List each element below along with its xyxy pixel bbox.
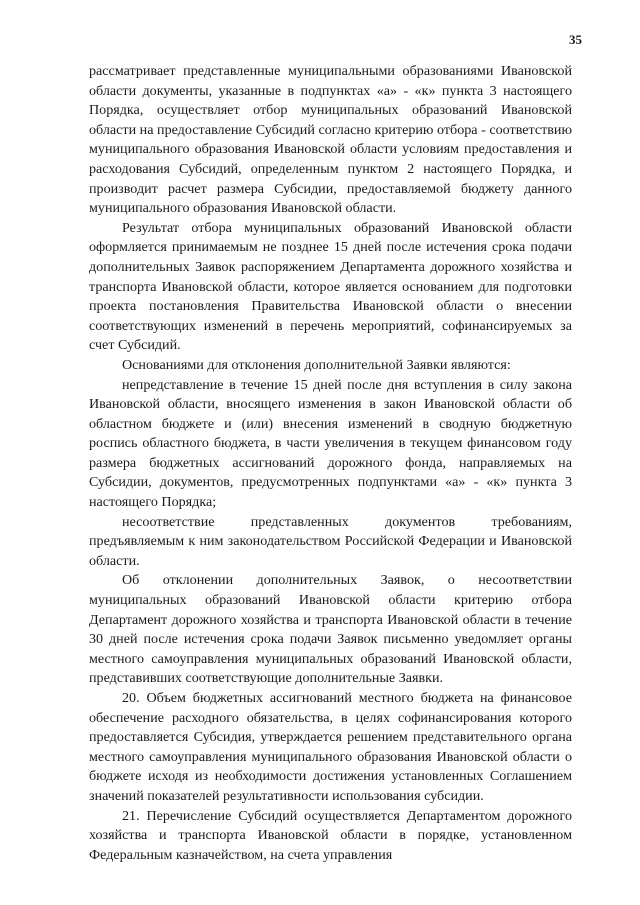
paragraph-item-21: 21. Перечисление Субсидий осуществляется Департаментом дорожного хозяйства и транспорта Ивановской области в порядке, установленном Федеральным казначейством, на счета управления (89, 807, 572, 863)
paragraph-rejection-ground-1: непредставление в течение 15 дней после дня вступления в силу закона Ивановской области, вносящего изменения в закон Ивановской области об областном бюджете и (или) внесения изменений в сводную бюджетную роспись областного бюджета, в части увеличения в текущем финансовом году размера бюджетных ассигнований дорожного фонда, направляемых на Субсидии, документов, предусмотренных подпунктами «а» - «к» пункта 3 настоящего Порядка; (89, 376, 572, 511)
paragraph-selection-result: Результат отбора муниципальных образований Ивановской области оформляется принимаемым не позднее 15 дней после истечения срока подачи дополнительных Заявок распоряжением Департамента дорожного хозяйства и транспорта Ивановской области, которое является основанием для подготовки проекта постановления Правительства Ивановской области о внесении соответствующих изменений в перечень мероприятий, софинансируемых за счет Субсидий. (89, 219, 572, 354)
paragraph-continuation: рассматривает представленные муниципальными образованиями Ивановской области документы, указанные в подпунктах «а» - «к» пункта 3 настоящего Порядка, осуществляет отбор муниципальных образований Ивановской области на предоставление Субсидий согласно критерию отбора - соответствию муниципального образования Ивановской области условиям предоставления и расходования Субсидий, определенным пунктом 2 настоящего Порядка, и производит расчет размера Субсидии, предоставляемой бюджету данного муниципального образования Ивановской области. (89, 63, 572, 217)
paragraph-rejection-grounds-heading: Основаниями для отклонения дополнительной Заявки являются: (122, 356, 511, 373)
paragraph-rejection-notice: Об отклонении дополнительных Заявок, о несоответствии муниципальных образований Ивановской области критерию отбора Департамент дорожного хозяйства и транспорта Ивановской области в течение 30 дней после истечения срока подачи Заявок письменно уведомляет органы местного самоуправления муниципальных образований Ивановской области, представивших соответствующие дополнительные Заявки. (89, 572, 572, 687)
page-number: 35 (569, 32, 582, 47)
paragraph-rejection-ground-2: несоответствие представленных документов требованиям, предъявляемым к ним законодательством Российской Федерации и Ивановской области. (89, 513, 572, 569)
paragraph-item-20: 20. Объем бюджетных ассигнований местного бюджета на финансовое обеспечение расходного обязательства, в целях софинансирования которого предоставляется Субсидия, утверждается решением представительного органа местного самоуправления муниципального образования Ивановской области о бюджете исходя из необходимости достижения установленных Соглашением значений показателей результативности использования субсидии. (89, 690, 572, 804)
document-body (89, 62, 572, 865)
